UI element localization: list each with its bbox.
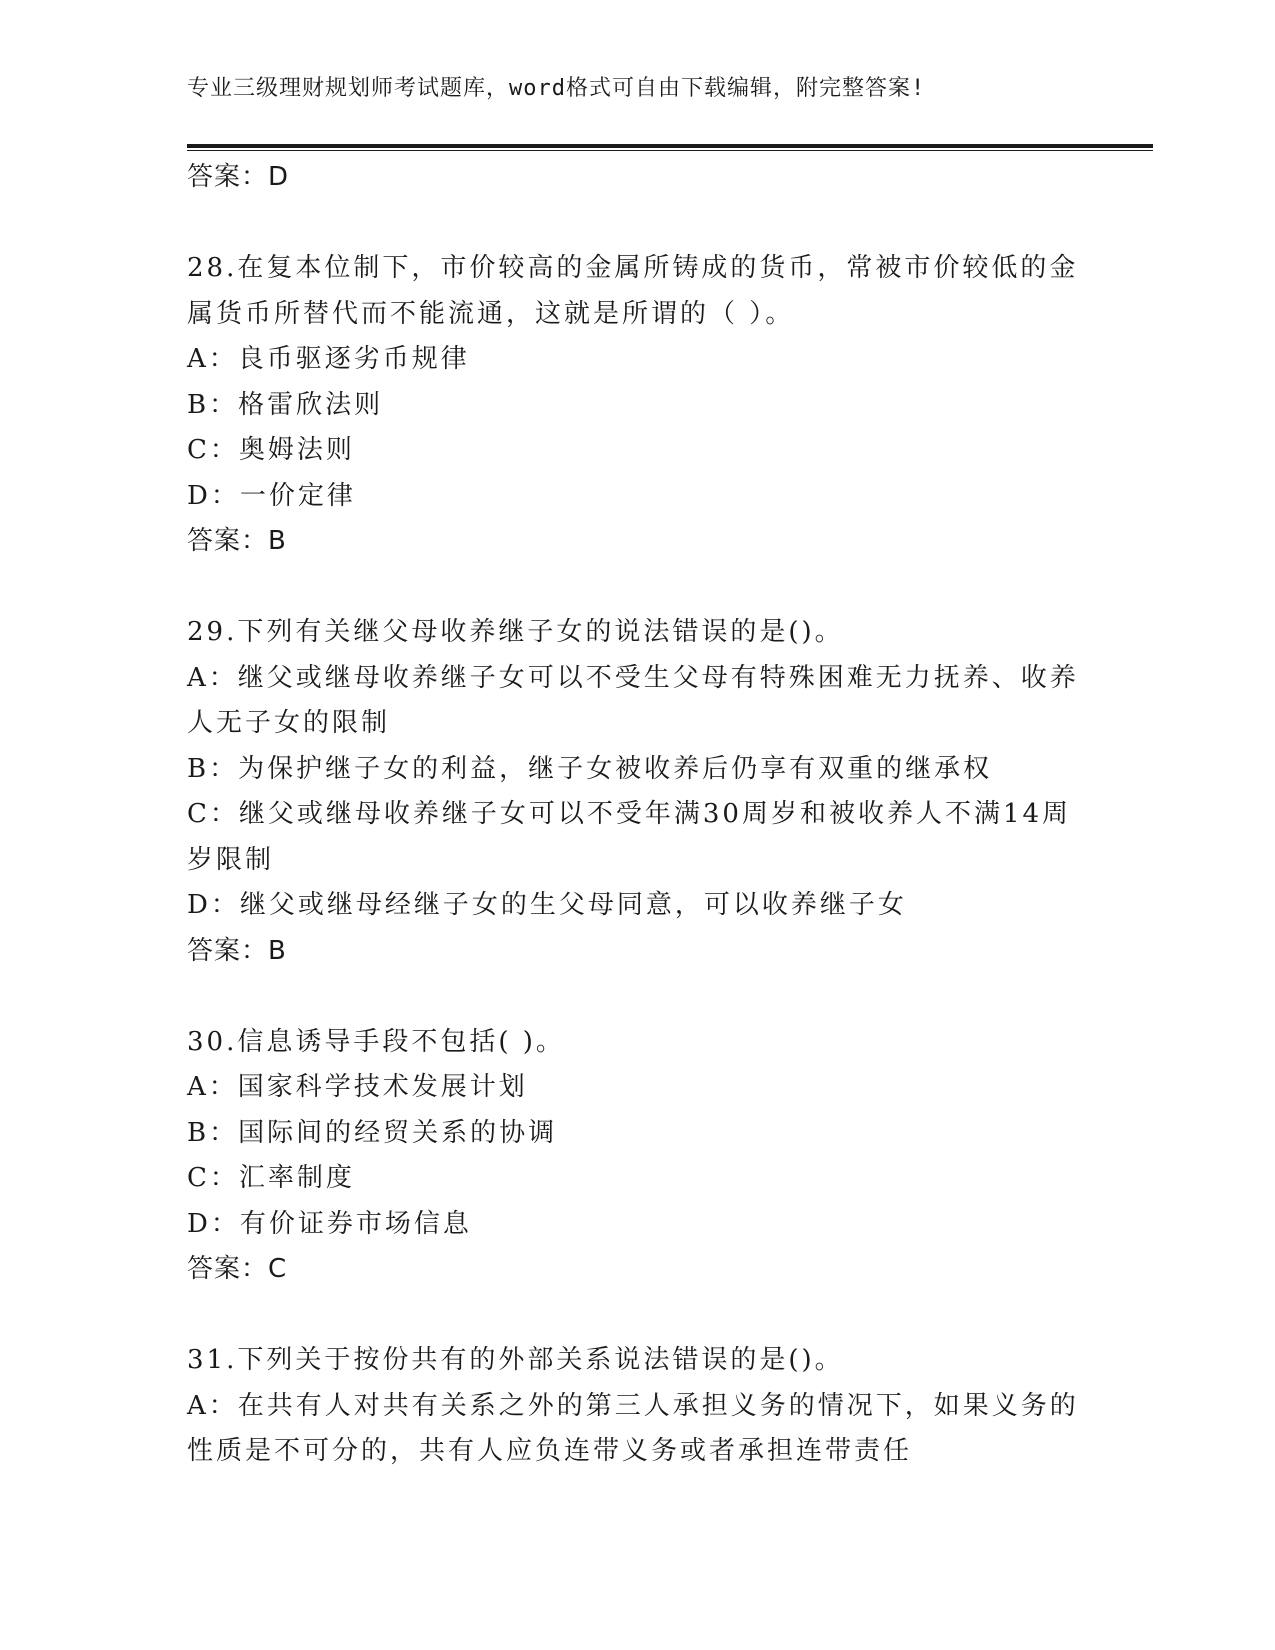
question-30-option-d: D：有价证券市场信息 [187,1208,472,1239]
previous-answer: 答案：D [187,162,290,192]
spacer [187,201,1087,247]
question-31-option-a-line-2: 性质是不可分的，共有人应负连带义务或者承担连带责任 [187,1436,913,1466]
question-29-stem: 29.下列有关继父母收养继子女的说法错误的是()。 [187,617,844,647]
page-header: 专业三级理财规划师考试题库，word格式可自由下载编辑，附完整答案! [187,76,926,101]
question-29-answer: 答案：B [187,935,287,966]
question-29-option-b: B：为保护继子女的利益，继子女被收养后仍享有双重的继承权 [187,753,993,784]
question-28-option-b: B：格雷欣法则 [187,389,384,420]
question-29-option-c-line-2: 岁限制 [187,844,275,875]
spacer [187,1293,1087,1339]
question-29-option-a-line-2: 人无子女的限制 [187,708,391,738]
question-28-option-d: D：一价定律 [187,480,356,511]
question-30-stem: 30.信息诱导手段不包括( )。 [187,1026,565,1057]
header-rule-thin [187,150,1153,151]
question-30-answer: 答案：C [187,1254,288,1284]
question-28-stem-line-2: 属货币所替代而不能流通，这就是所谓的（ ）。 [187,298,795,329]
question-28-answer: 答案：B [187,526,287,556]
question-29-option-c-line-1: C：继父或继母收养继子女可以不受年满30周岁和被收养人不满14周 [187,799,1072,829]
header-rule-thick [187,144,1153,148]
question-28-option-a: A：良币驱逐劣币规律 [187,344,470,374]
question-29-option-a-line-1: A：继父或继母收养继子女可以不受生父母有特殊困难无力抚养、收养 [187,662,1079,693]
question-30-option-a: A：国家科学技术发展计划 [187,1072,528,1102]
question-28-option-c: C：奥姆法则 [187,435,355,465]
question-29-option-d: D：继父或继母经继子女的生父母同意，可以收养继子女 [187,890,907,920]
spacer [187,565,1087,611]
question-30-option-c: C：汇率制度 [187,1163,355,1193]
question-content [187,155,1087,1475]
question-30-option-b: B：国际间的经贸关系的协调 [187,1117,558,1148]
question-31-option-a-line-1: A：在共有人对共有关系之外的第三人承担义务的情况下，如果义务的 [187,1390,1079,1421]
question-28-stem-line-1: 28.在复本位制下，市价较高的金属所铸成的货币，常被市价较低的金 [187,253,1079,283]
question-31-stem: 31.下列关于按份共有的外部关系说法错误的是()。 [187,1345,844,1375]
spacer [187,974,1087,1020]
